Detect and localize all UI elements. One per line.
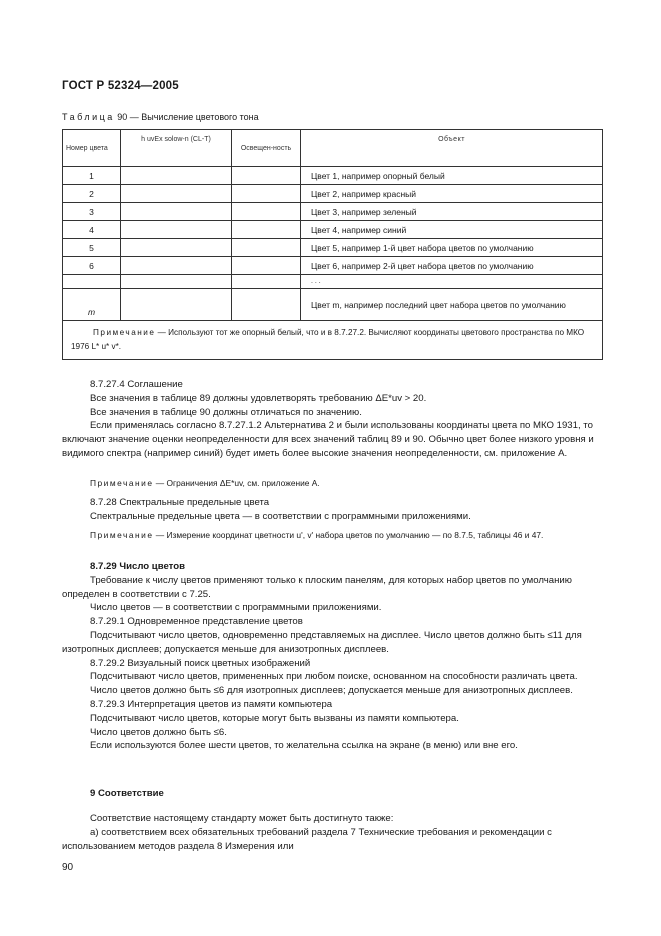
row-hue-cell [121, 185, 232, 203]
paragraph: Подсчитывают число цветов, которые могут быть вызваны из памяти компьютера. [90, 712, 459, 724]
body-text-1 [62, 378, 603, 461]
document-header: ГОСТ Р 52324—2005 [62, 80, 179, 92]
table-note [63, 321, 603, 360]
row-number: 5 [63, 239, 121, 257]
header-object: Объект [301, 130, 603, 167]
table-caption [62, 112, 259, 122]
row-illuminance-cell [232, 185, 301, 203]
paragraph: Если используются более шести цветов, то желательна ссылка на экране (в меню) или вне его. [90, 740, 518, 752]
row-number: 2 [63, 185, 121, 203]
note-label: Примечание [90, 478, 154, 488]
row-hue-cell [121, 239, 232, 257]
section-heading: 8.7.28 Спектральные предельные цвета [90, 497, 270, 508]
row-object: Цвет 6, например 2-й цвет набора цветов по умолчанию [301, 257, 603, 275]
row-illuminance-cell [232, 203, 301, 221]
body-text-5 [62, 812, 603, 853]
table-row [63, 221, 603, 239]
color-hue-table [62, 129, 603, 360]
row-hue-cell [121, 289, 232, 321]
table-caption-label: Таблица [62, 112, 115, 122]
header-hue: h uvEx solow-n (CL-T) [121, 130, 232, 167]
table-row [63, 185, 603, 203]
row-number: 6 [63, 257, 121, 275]
table-row [63, 203, 603, 221]
body-text-3 [62, 560, 603, 753]
table-row [63, 257, 603, 275]
table-note-row [63, 321, 603, 360]
row-hue-cell [121, 221, 232, 239]
row-object: Цвет 2, например красный [301, 185, 603, 203]
section-heading: 8.7.29.2 Визуальный поиск цветных изображений [90, 657, 311, 669]
section-heading: 9 Соответствие [90, 788, 164, 799]
table-row-ellipsis [63, 275, 603, 289]
row-object: Цвет m, например последний цвет набора цветов по умолчанию [301, 289, 603, 321]
row-number: 4 [63, 221, 121, 239]
row-number: 1 [63, 167, 121, 185]
row-illuminance-cell [232, 289, 301, 321]
row-object: Цвет 1, например опорный белый [301, 167, 603, 185]
paragraph: Подсчитывают число цветов, примененных при любом поиске, основанном на способности различать цвета. [90, 671, 578, 683]
note-label: Примечание [90, 530, 154, 540]
row-illuminance-cell [232, 257, 301, 275]
table-caption-text: 90 — Вычисление цветового тона [114, 112, 259, 122]
paragraph: Спектральные предельные цвета — в соответствии с программными приложениями. [90, 510, 471, 522]
note-text: — Измерение координат цветности u', v' набора цветов по умолчанию — по 8.7.5, таблицы 46 и 47. [153, 530, 544, 540]
row-hue-cell [121, 167, 232, 185]
header-color-number: Номер цвета [63, 130, 121, 167]
paragraph: Если применялась согласно 8.7.27.1.2 Альтернатива 2 и были использованы координаты цвета по МКО 1931, то включают значение оценки неопределенности для всех значений таблиц 89 и 90. Обычно цвет более низкого уровня и видимого спектра (например синий) будет иметь более высокие значения неопределенности, см. приложение А. [62, 420, 594, 459]
note-1 [62, 477, 603, 491]
page-number: 90 [62, 862, 74, 873]
note-text: — Ограничения ΔE*uv, см. приложение А. [153, 478, 320, 488]
table-note-label: Примечание [93, 328, 156, 337]
ellipsis: . . . [301, 275, 603, 289]
section-heading: 8.7.29 Число цветов [90, 561, 186, 572]
row-hue-cell [121, 257, 232, 275]
paragraph: Число цветов должно быть ≤6 для изотропных дисплеев; допускается меньше для анизотропных дисплеев. [90, 685, 573, 697]
body-text-2 [62, 496, 603, 524]
row-object: Цвет 4, например синий [301, 221, 603, 239]
table-row [63, 239, 603, 257]
row-hue-cell [121, 203, 232, 221]
paragraph: Все значения в таблице 90 должны отличаться по значению. [90, 406, 362, 418]
table-note-text: — Используют тот же опорный белый, что и в 8.7.27.2. Вычисляют координаты цветового пространства по МКО 1976 L* u* v*. [71, 328, 585, 351]
header-illuminance: Освещен-ность [232, 130, 301, 167]
table-row [63, 167, 603, 185]
paragraph: Соответствие настоящему стандарту может быть достигнуто также: [90, 813, 394, 824]
table-header-row [63, 130, 603, 167]
row-object: Цвет 5, например 1-й цвет набора цветов по умолчанию [301, 239, 603, 257]
note-2 [62, 529, 603, 542]
section-heading: 8.7.29.3 Интерпретация цветов из памяти компьютера [90, 698, 333, 710]
row-illuminance-cell [232, 167, 301, 185]
row-illuminance-cell [232, 221, 301, 239]
row-number: 3 [63, 203, 121, 221]
row-illuminance-cell [232, 239, 301, 257]
paragraph: Подсчитывают число цветов, одновременно представляемых на дисплее. Число цветов должно быть ≤11 для изотропных дисплеев; допускается меньше для анизотропных дисплеев. [62, 629, 582, 655]
row-object: Цвет 3, например зеленый [301, 203, 603, 221]
section-heading: 8.7.29.1 Одновременное представление цветов [90, 616, 303, 628]
body-text-4 [62, 787, 603, 801]
paragraph: Число цветов — в соответствии с программными приложениями. [90, 602, 382, 614]
paragraph: а) соответствием всех обязательных требований раздела 7 Технические требования и рекомендации с использованием методов раздела 8 Измерения или [62, 826, 552, 852]
paragraph: Требование к числу цветов применяют только к плоским панелям, для которых набор цветов по умолчанию определен в соответствии с 7.25. [62, 574, 572, 600]
paragraph: Число цветов должно быть ≤6. [90, 726, 227, 738]
table-row-last [63, 289, 603, 321]
row-number: m [63, 289, 121, 321]
paragraph: Все значения в таблице 89 должны удовлетворять требованию ΔE*uv > 20. [90, 392, 427, 404]
section-heading: 8.7.27.4 Соглашение [90, 379, 183, 390]
